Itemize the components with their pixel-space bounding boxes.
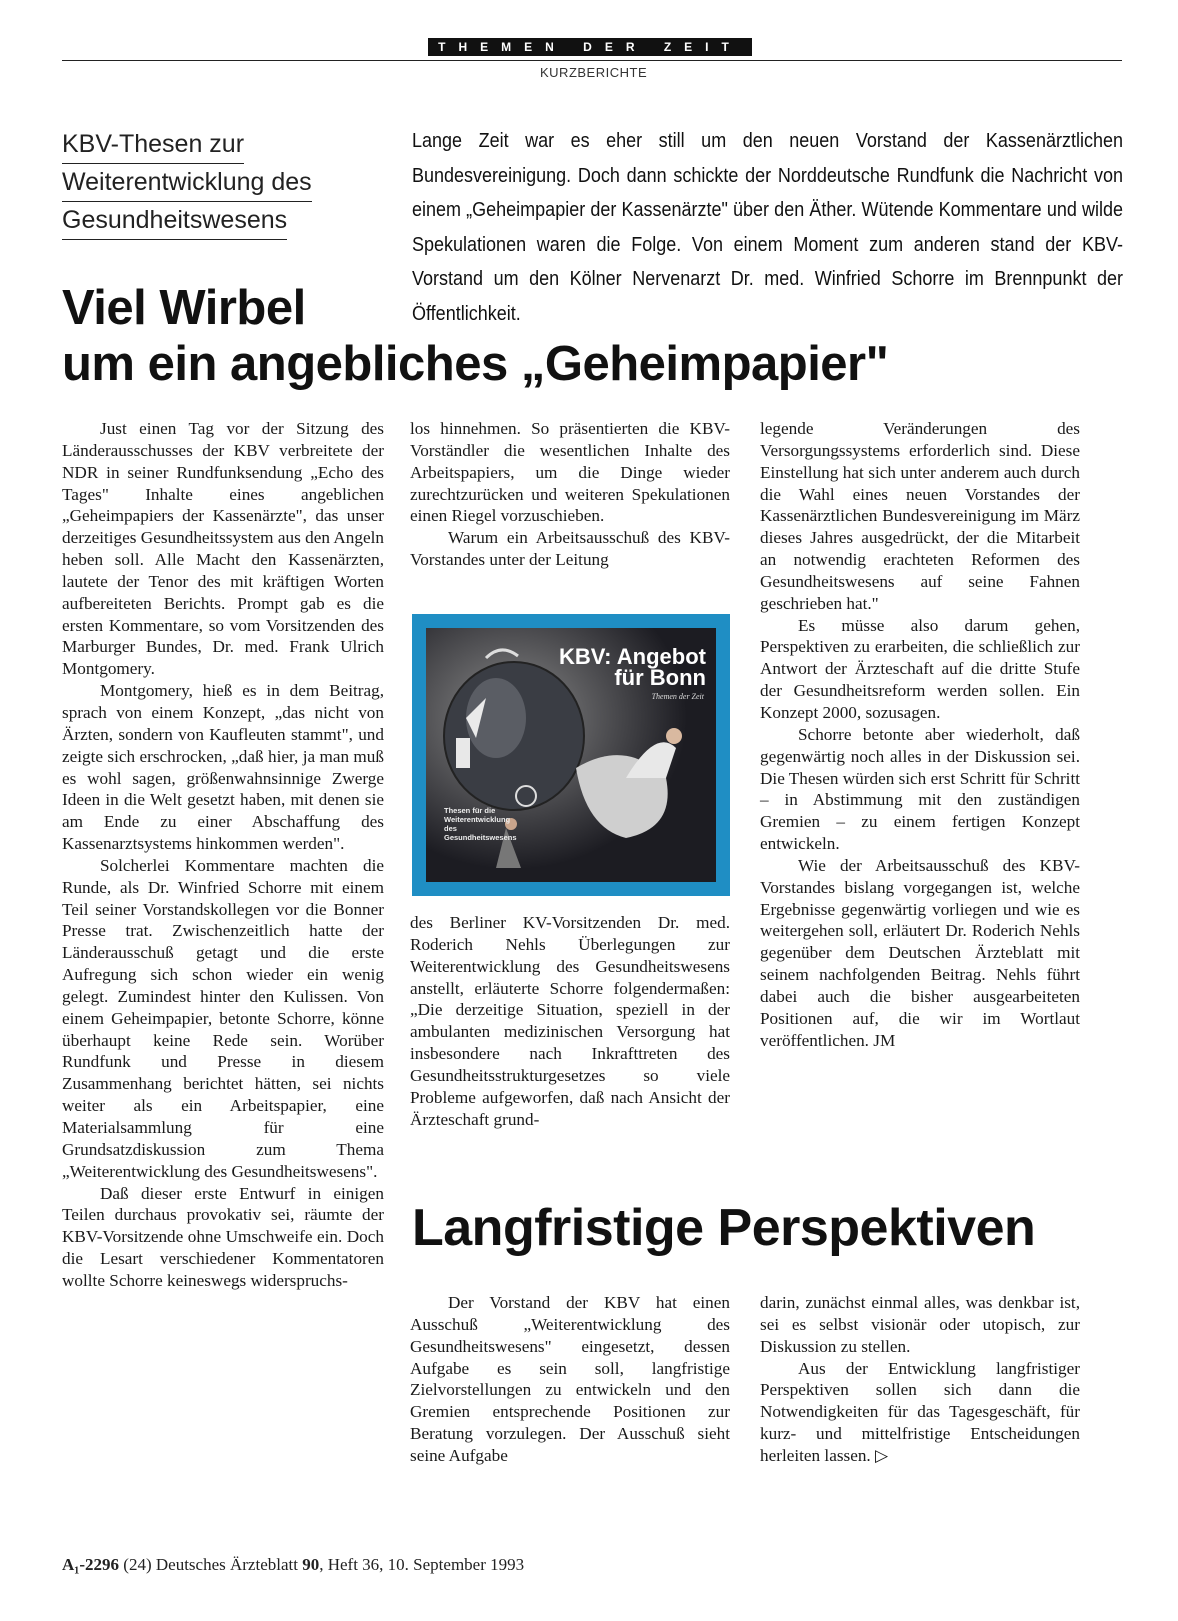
page-number: A₁-2296 [62,1555,120,1574]
cover-caption: Thesen für die Weiterentwicklung des Gesundheitswesens [444,806,517,842]
cover-title-line: für Bonn [614,665,706,690]
paragraph: legende Veränderungen des Versorgungssystems erforderlich sind. Diese Einstellung hat sich unter anderem auch durch die Wahl eines neuen Vorstandes der Kassenärztlichen Bundesvereinigung im März dieses Jahres ausgedrückt, der die Mitarbeit an notwendig erachteten Reformen des Gesundheitswesens auf seine Fahnen geschrieben hat." [760,419,1080,613]
paragraph: Just einen Tag vor der Sitzung des Länderausschusses der KBV verbreitete der NDR in seiner Rundfunksendung „Echo des Tages" Inhalte eines angeblichen „Geheimpapiers der Kassenärzte", das unser derzeitiges Gesundheitssystem aus den Angeln heben soll. Alle Macht den Kassenärzten, lautete der Tenor des mit kräftigen Worten aufbereiteten Berichts. Prompt gab es die ersten Kommentare, so vom Vorsitzenden des Marburger Bundes, Dr. med. Frank Ulrich Montgomery. [62,419,384,679]
body-column-2-bottom [410,912,730,1130]
cover-title [559,646,706,688]
subsection-label: KURZBERICHTE [540,65,648,80]
article2-column-2 [760,1292,1080,1467]
cover-illustration [426,628,716,882]
header-rule [62,60,1122,61]
paragraph: Solcherlei Kommentare machten die Runde, als Dr. Winfried Schorre mit einem Teil seiner Vorstandskollegen vor die Bonner Presse trat. Zwischenzeitlich hatte der Länderausschuß getagt und die erste Aufregung sich schon wieder ein wenig gelegt. Zumindest hinter den Kulissen. Von einem Geheimpapier, betonte Schorre, könne überhaupt keine Rede sein. Worüber Rundfunk und Presse in diesem Zusammenhang berichtet hätten, sei nichts weiter als ein Arbeitspapier, eine Materialsammlung für eine Grundsatzdiskussion zum Thema „Weiterentwicklung des Gesundheitswesens". [62,855,384,1181]
journal-name: (24) Deutsches Ärzteblatt [119,1555,303,1574]
paragraph: Daß dieser erste Entwurf in einigen Teilen durchaus provokativ sei, räumte der KBV-Vorsitzende ohne Umschweife ein. Doch die Lesart verschiedener Kommentatoren wollte Schorre keineswegs widerspruchs- [62,1183,384,1290]
headline-line: um ein angebliches „Geheimpapier" [62,337,889,391]
paragraph: Aus der Entwicklung langfristiger Perspektiven sollen sich dann die Notwendigkeiten für das Tagesgeschäft, für kurz- und mittelfristige Entscheidungen herleiten lassen. ▷ [760,1358,1080,1465]
paragraph: darin, zunächst einmal alles, was denkbar ist, sei es selbst visionär oder utopisch, zur Diskussion zu stellen. [760,1293,1080,1356]
section-label: THEMEN DER ZEIT [428,38,752,56]
kicker-line: Gesundheitswesens [62,202,287,240]
paragraph: Der Vorstand der KBV hat einen Ausschuß „Weiterentwicklung des Gesundheitswesens" eingesetzt, dessen Aufgabe es sein soll, langfristige Zielvorstellungen zu entwickeln und den Gremien entsprechende Positionen zur Beratung vorzulegen. Der Ausschuß sieht seine Aufgabe [410,1293,730,1465]
body-column-1 [62,418,384,1292]
kicker-line: Weiterentwicklung des [62,164,312,202]
paragraph: los hinnehmen. So präsentierten die KBV-Vorständler die wesentlichen Inhalte des Arbeitspapiers, um die Dinge wieder zurechtzurücken und weiteren Spekulationen einen Riegel vorzuschieben. [410,419,730,526]
article-kicker [62,126,392,240]
cover-subtitle: Themen der Zeit [651,692,704,701]
body-column-3 [760,418,1080,1051]
paragraph: Schorre betonte aber wiederholt, daß gegenwärtig noch alles in der Diskussion sei. Die Thesen würden sich erst Schritt für Schritt – in Abstimmung mit den zuständigen Gremien – zu einem fertigen Konzept entwickeln. [760,724,1080,854]
paragraph: Warum ein Arbeitsausschuß des KBV-Vorstandes unter der Leitung [410,528,730,570]
body-column-2-top [410,418,730,571]
kicker-line: KBV-Thesen zur [62,126,244,164]
paragraph: des Berliner KV-Vorsitzenden Dr. med. Roderich Nehls Überlegungen zur Weiterentwicklung des Gesundheitswesens anstellt, erläuterte Schorre folgendermaßen: „Die derzeitige Situation, speziell in der ambulanten medizinischen Versorgung hat insbesondere nach Inkrafttreten des Gesundheitsstrukturgesetzes so viele Probleme aufgeworfen, daß nach Ansicht der Ärzteschaft grund- [410,913,730,1129]
paragraph: Wie der Arbeitsausschuß des KBV-Vorstandes bislang vorgegangen ist, welche Ergebnisse gegenwärtig vorliegen und wie es weitergehen soll, erläutert Dr. Roderich Nehls gegenüber dem Deutschen Ärzteblatt mit seinem nachfolgenden Beitrag. Nehls führt dabei auch die bisher ausgearbeiteten Positionen auf, die wir im Wortlaut veröffentlichen. JM [760,855,1080,1050]
article2-headline: Langfristige Perspektiven [412,1199,1036,1257]
cover-title-line: KBV: Angebot [558,644,706,669]
paragraph: Es müsse also darum gehen, Perspektiven zu erarbeiten, die schließlich zur Antwort der Ärzteschaft auf die dritte Stufe der Gesundheitsreform werden sollen. Ein Konzept 2000, sozusagen. [760,615,1080,722]
headline-line: Viel Wirbel [62,281,306,335]
paragraph: Montgomery, hieß es in dem Beitrag, sprach von einem Konzept, „das nicht von Ärzten, sondern von Kaufleuten stammt", und zeigte sich erschrocken, „daß hier, ja man muß es wohl sagen, größenwahnsinnige Zwerge Ideen in die Welt gesetzt haben, mit denen sie am Ende zu einer Abschaffung des Kassenarztsystems hinkommen werden". [62,681,384,854]
article2-column-1 [410,1292,730,1467]
page-footer [62,1555,524,1575]
volume-number: 90 [302,1555,320,1574]
cover-image [412,614,730,896]
issue-date: , Heft 36, 10. September 1993 [319,1555,525,1574]
article-intro: Lange Zeit war es eher still um den neuen Vorstand der Kassenärztlichen Bundesvereinigung. Doch dann schickte der Norddeutsche Rundfunk die Nachricht von einem „Geheimpapier der Kassenärzte" über den Äther. Wütende Kommentare und wilde Spekulationen waren die Folge. Von einem Moment zum anderen stand der KBV-Vorstand um den Kölner Nervenarzt Dr. med. Winfried Schorre im Brennpunkt der Öffentlichkeit. [412,130,1123,325]
article-headline [62,280,888,392]
